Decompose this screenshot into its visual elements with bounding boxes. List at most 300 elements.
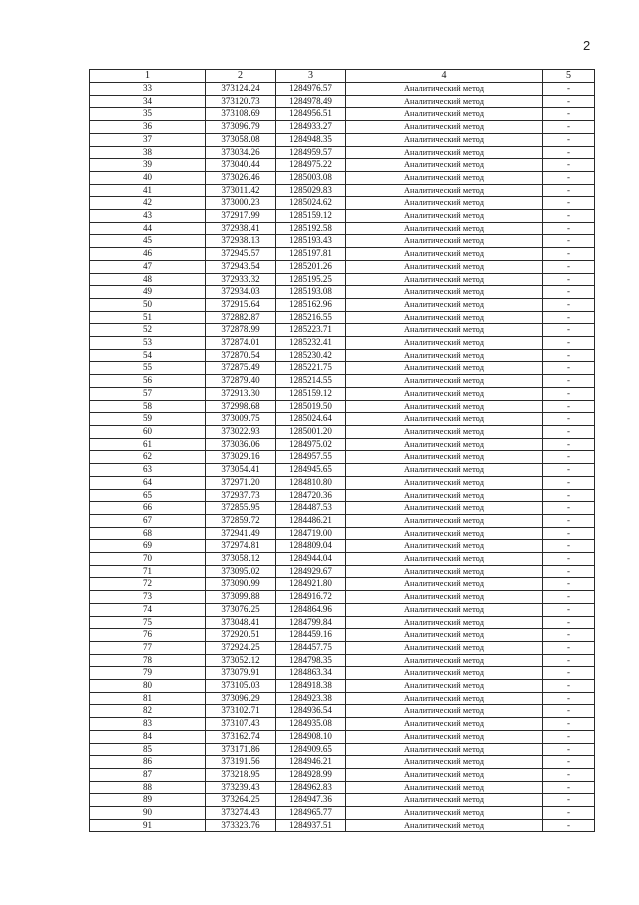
method-cell: Аналитический метод xyxy=(346,159,543,172)
error-cell: - xyxy=(543,591,595,604)
error-cell: - xyxy=(543,298,595,311)
y-coordinate-cell: 1285024.64 xyxy=(276,413,346,426)
point-number-cell: 56 xyxy=(90,375,206,388)
y-coordinate-cell: 1284921.80 xyxy=(276,578,346,591)
x-coordinate-cell: 373058.08 xyxy=(206,133,276,146)
error-cell: - xyxy=(543,235,595,248)
x-coordinate-cell: 373107.43 xyxy=(206,718,276,731)
point-number-cell: 40 xyxy=(90,171,206,184)
table-row xyxy=(90,781,595,794)
x-coordinate-cell: 372971.20 xyxy=(206,476,276,489)
y-coordinate-cell: 1284976.57 xyxy=(276,83,346,96)
table-row xyxy=(90,286,595,299)
table-row xyxy=(90,464,595,477)
table-row xyxy=(90,527,595,540)
y-coordinate-cell: 1284810.80 xyxy=(276,476,346,489)
point-number-cell: 63 xyxy=(90,464,206,477)
y-coordinate-cell: 1284459.16 xyxy=(276,629,346,642)
y-coordinate-cell: 1285197.81 xyxy=(276,248,346,261)
method-cell: Аналитический метод xyxy=(346,807,543,820)
table-row xyxy=(90,235,595,248)
x-coordinate-cell: 373102.71 xyxy=(206,705,276,718)
method-cell: Аналитический метод xyxy=(346,171,543,184)
table-row xyxy=(90,807,595,820)
table-header-row xyxy=(90,70,595,83)
x-coordinate-cell: 373040.44 xyxy=(206,159,276,172)
method-cell: Аналитический метод xyxy=(346,527,543,540)
y-coordinate-cell: 1284909.65 xyxy=(276,743,346,756)
x-coordinate-cell: 373323.76 xyxy=(206,819,276,832)
method-cell: Аналитический метод xyxy=(346,108,543,121)
x-coordinate-cell: 373096.79 xyxy=(206,121,276,134)
error-cell: - xyxy=(543,451,595,464)
y-coordinate-cell: 1284486.21 xyxy=(276,514,346,527)
method-cell: Аналитический метод xyxy=(346,667,543,680)
point-number-cell: 79 xyxy=(90,667,206,680)
method-cell: Аналитический метод xyxy=(346,603,543,616)
point-number-cell: 33 xyxy=(90,83,206,96)
method-cell: Аналитический метод xyxy=(346,781,543,794)
point-number-cell: 87 xyxy=(90,768,206,781)
x-coordinate-cell: 373171.86 xyxy=(206,743,276,756)
x-coordinate-cell: 373105.03 xyxy=(206,680,276,693)
method-cell: Аналитический метод xyxy=(346,95,543,108)
method-cell: Аналитический метод xyxy=(346,540,543,553)
point-number-cell: 55 xyxy=(90,362,206,375)
point-number-cell: 78 xyxy=(90,654,206,667)
y-coordinate-cell: 1285232.41 xyxy=(276,337,346,350)
x-coordinate-cell: 373095.02 xyxy=(206,565,276,578)
point-number-cell: 36 xyxy=(90,121,206,134)
table-row xyxy=(90,654,595,667)
error-cell: - xyxy=(543,464,595,477)
method-cell: Аналитический метод xyxy=(346,337,543,350)
error-cell: - xyxy=(543,438,595,451)
error-cell: - xyxy=(543,286,595,299)
point-number-cell: 53 xyxy=(90,337,206,350)
x-coordinate-cell: 373096.29 xyxy=(206,692,276,705)
point-number-cell: 51 xyxy=(90,311,206,324)
table-row xyxy=(90,362,595,375)
table-row xyxy=(90,489,595,502)
point-number-cell: 60 xyxy=(90,425,206,438)
y-coordinate-cell: 1285201.26 xyxy=(276,260,346,273)
y-coordinate-cell: 1285214.55 xyxy=(276,375,346,388)
method-cell: Аналитический метод xyxy=(346,591,543,604)
method-cell: Аналитический метод xyxy=(346,146,543,159)
method-cell: Аналитический метод xyxy=(346,362,543,375)
table-row xyxy=(90,756,595,769)
y-coordinate-cell: 1285001.20 xyxy=(276,425,346,438)
point-number-cell: 59 xyxy=(90,413,206,426)
table-row xyxy=(90,451,595,464)
error-cell: - xyxy=(543,222,595,235)
x-coordinate-cell: 372878.99 xyxy=(206,324,276,337)
x-coordinate-cell: 373036.06 xyxy=(206,438,276,451)
table-row xyxy=(90,184,595,197)
error-cell: - xyxy=(543,121,595,134)
error-cell: - xyxy=(543,108,595,121)
x-coordinate-cell: 372933.32 xyxy=(206,273,276,286)
error-cell: - xyxy=(543,794,595,807)
x-coordinate-cell: 373274.43 xyxy=(206,807,276,820)
x-coordinate-cell: 373026.46 xyxy=(206,171,276,184)
x-coordinate-cell: 372920.51 xyxy=(206,629,276,642)
method-cell: Аналитический метод xyxy=(346,438,543,451)
point-number-cell: 37 xyxy=(90,133,206,146)
x-coordinate-cell: 372945.57 xyxy=(206,248,276,261)
table-row xyxy=(90,692,595,705)
table-row xyxy=(90,553,595,566)
method-cell: Аналитический метод xyxy=(346,514,543,527)
x-coordinate-cell: 372938.41 xyxy=(206,222,276,235)
table-row xyxy=(90,400,595,413)
method-cell: Аналитический метод xyxy=(346,133,543,146)
error-cell: - xyxy=(543,553,595,566)
table-row xyxy=(90,146,595,159)
table-row xyxy=(90,260,595,273)
method-cell: Аналитический метод xyxy=(346,235,543,248)
method-cell: Аналитический метод xyxy=(346,489,543,502)
x-coordinate-cell: 373011.42 xyxy=(206,184,276,197)
y-coordinate-cell: 1285162.96 xyxy=(276,298,346,311)
point-number-cell: 44 xyxy=(90,222,206,235)
x-coordinate-cell: 372882.87 xyxy=(206,311,276,324)
method-cell: Аналитический метод xyxy=(346,324,543,337)
x-coordinate-cell: 373124.24 xyxy=(206,83,276,96)
method-cell: Аналитический метод xyxy=(346,210,543,223)
y-coordinate-cell: 1284457.75 xyxy=(276,641,346,654)
y-coordinate-cell: 1284929.67 xyxy=(276,565,346,578)
column-header-3: 3 xyxy=(276,70,346,83)
y-coordinate-cell: 1284923.38 xyxy=(276,692,346,705)
x-coordinate-cell: 373108.69 xyxy=(206,108,276,121)
method-cell: Аналитический метод xyxy=(346,375,543,388)
method-cell: Аналитический метод xyxy=(346,730,543,743)
point-number-cell: 35 xyxy=(90,108,206,121)
point-number-cell: 89 xyxy=(90,794,206,807)
x-coordinate-cell: 372875.49 xyxy=(206,362,276,375)
method-cell: Аналитический метод xyxy=(346,197,543,210)
x-coordinate-cell: 372941.49 xyxy=(206,527,276,540)
method-cell: Аналитический метод xyxy=(346,565,543,578)
method-cell: Аналитический метод xyxy=(346,248,543,261)
point-number-cell: 42 xyxy=(90,197,206,210)
point-number-cell: 80 xyxy=(90,680,206,693)
x-coordinate-cell: 373239.43 xyxy=(206,781,276,794)
y-coordinate-cell: 1284956.51 xyxy=(276,108,346,121)
x-coordinate-cell: 373218.95 xyxy=(206,768,276,781)
column-header-2: 2 xyxy=(206,70,276,83)
table-row xyxy=(90,210,595,223)
table-row xyxy=(90,768,595,781)
y-coordinate-cell: 1284965.77 xyxy=(276,807,346,820)
point-number-cell: 50 xyxy=(90,298,206,311)
method-cell: Аналитический метод xyxy=(346,451,543,464)
point-number-cell: 88 xyxy=(90,781,206,794)
method-cell: Аналитический метод xyxy=(346,273,543,286)
point-number-cell: 48 xyxy=(90,273,206,286)
error-cell: - xyxy=(543,527,595,540)
table-row xyxy=(90,591,595,604)
x-coordinate-cell: 373264.25 xyxy=(206,794,276,807)
x-coordinate-cell: 372998.68 xyxy=(206,400,276,413)
table-row xyxy=(90,159,595,172)
y-coordinate-cell: 1285193.43 xyxy=(276,235,346,248)
table-row xyxy=(90,273,595,286)
x-coordinate-cell: 373099.88 xyxy=(206,591,276,604)
method-cell: Аналитический метод xyxy=(346,718,543,731)
method-cell: Аналитический метод xyxy=(346,794,543,807)
point-number-cell: 84 xyxy=(90,730,206,743)
point-number-cell: 57 xyxy=(90,387,206,400)
error-cell: - xyxy=(543,781,595,794)
y-coordinate-cell: 1285024.62 xyxy=(276,197,346,210)
error-cell: - xyxy=(543,159,595,172)
coordinates-table xyxy=(89,69,595,832)
point-number-cell: 72 xyxy=(90,578,206,591)
error-cell: - xyxy=(543,349,595,362)
table-row xyxy=(90,667,595,680)
error-cell: - xyxy=(543,514,595,527)
method-cell: Аналитический метод xyxy=(346,83,543,96)
error-cell: - xyxy=(543,819,595,832)
point-number-cell: 54 xyxy=(90,349,206,362)
point-number-cell: 38 xyxy=(90,146,206,159)
point-number-cell: 71 xyxy=(90,565,206,578)
x-coordinate-cell: 373029.16 xyxy=(206,451,276,464)
y-coordinate-cell: 1285029.83 xyxy=(276,184,346,197)
point-number-cell: 41 xyxy=(90,184,206,197)
point-number-cell: 90 xyxy=(90,807,206,820)
point-number-cell: 62 xyxy=(90,451,206,464)
y-coordinate-cell: 1285159.12 xyxy=(276,210,346,223)
method-cell: Аналитический метод xyxy=(346,222,543,235)
y-coordinate-cell: 1284957.55 xyxy=(276,451,346,464)
x-coordinate-cell: 373079.91 xyxy=(206,667,276,680)
x-coordinate-cell: 372859.72 xyxy=(206,514,276,527)
table-row xyxy=(90,83,595,96)
method-cell: Аналитический метод xyxy=(346,819,543,832)
y-coordinate-cell: 1284944.04 xyxy=(276,553,346,566)
table-row xyxy=(90,171,595,184)
method-cell: Аналитический метод xyxy=(346,121,543,134)
y-coordinate-cell: 1284863.34 xyxy=(276,667,346,680)
point-number-cell: 86 xyxy=(90,756,206,769)
x-coordinate-cell: 373022.93 xyxy=(206,425,276,438)
point-number-cell: 76 xyxy=(90,629,206,642)
method-cell: Аналитический метод xyxy=(346,502,543,515)
table-row xyxy=(90,794,595,807)
table-row xyxy=(90,95,595,108)
y-coordinate-cell: 1285159.12 xyxy=(276,387,346,400)
error-cell: - xyxy=(543,489,595,502)
x-coordinate-cell: 373162.74 xyxy=(206,730,276,743)
method-cell: Аналитический метод xyxy=(346,286,543,299)
method-cell: Аналитический метод xyxy=(346,400,543,413)
table-row xyxy=(90,540,595,553)
point-number-cell: 61 xyxy=(90,438,206,451)
table-row xyxy=(90,375,595,388)
y-coordinate-cell: 1285003.08 xyxy=(276,171,346,184)
error-cell: - xyxy=(543,95,595,108)
x-coordinate-cell: 372943.54 xyxy=(206,260,276,273)
error-cell: - xyxy=(543,248,595,261)
y-coordinate-cell: 1285193.08 xyxy=(276,286,346,299)
error-cell: - xyxy=(543,311,595,324)
error-cell: - xyxy=(543,502,595,515)
table-row xyxy=(90,743,595,756)
point-number-cell: 81 xyxy=(90,692,206,705)
y-coordinate-cell: 1284799.84 xyxy=(276,616,346,629)
method-cell: Аналитический метод xyxy=(346,311,543,324)
point-number-cell: 67 xyxy=(90,514,206,527)
point-number-cell: 73 xyxy=(90,591,206,604)
table-row xyxy=(90,248,595,261)
table-row xyxy=(90,629,595,642)
y-coordinate-cell: 1284719.00 xyxy=(276,527,346,540)
error-cell: - xyxy=(543,730,595,743)
x-coordinate-cell: 372879.40 xyxy=(206,375,276,388)
column-header-5: 5 xyxy=(543,70,595,83)
error-cell: - xyxy=(543,768,595,781)
error-cell: - xyxy=(543,260,595,273)
point-number-cell: 75 xyxy=(90,616,206,629)
method-cell: Аналитический метод xyxy=(346,349,543,362)
y-coordinate-cell: 1284975.02 xyxy=(276,438,346,451)
x-coordinate-cell: 373120.73 xyxy=(206,95,276,108)
y-coordinate-cell: 1284975.22 xyxy=(276,159,346,172)
error-cell: - xyxy=(543,616,595,629)
method-cell: Аналитический метод xyxy=(346,629,543,642)
method-cell: Аналитический метод xyxy=(346,705,543,718)
error-cell: - xyxy=(543,387,595,400)
x-coordinate-cell: 372938.13 xyxy=(206,235,276,248)
table-row xyxy=(90,324,595,337)
point-number-cell: 49 xyxy=(90,286,206,299)
error-cell: - xyxy=(543,324,595,337)
y-coordinate-cell: 1284935.08 xyxy=(276,718,346,731)
error-cell: - xyxy=(543,743,595,756)
y-coordinate-cell: 1284946.21 xyxy=(276,756,346,769)
error-cell: - xyxy=(543,425,595,438)
table-row xyxy=(90,514,595,527)
table-row xyxy=(90,337,595,350)
y-coordinate-cell: 1285019.50 xyxy=(276,400,346,413)
table-row xyxy=(90,680,595,693)
point-number-cell: 47 xyxy=(90,260,206,273)
y-coordinate-cell: 1285195.25 xyxy=(276,273,346,286)
y-coordinate-cell: 1284936.54 xyxy=(276,705,346,718)
method-cell: Аналитический метод xyxy=(346,768,543,781)
error-cell: - xyxy=(543,197,595,210)
error-cell: - xyxy=(543,667,595,680)
method-cell: Аналитический метод xyxy=(346,756,543,769)
error-cell: - xyxy=(543,718,595,731)
y-coordinate-cell: 1284933.27 xyxy=(276,121,346,134)
point-number-cell: 68 xyxy=(90,527,206,540)
method-cell: Аналитический метод xyxy=(346,184,543,197)
table-row xyxy=(90,438,595,451)
table-row xyxy=(90,349,595,362)
point-number-cell: 74 xyxy=(90,603,206,616)
method-cell: Аналитический метод xyxy=(346,476,543,489)
error-cell: - xyxy=(543,400,595,413)
y-coordinate-cell: 1284959.57 xyxy=(276,146,346,159)
error-cell: - xyxy=(543,210,595,223)
error-cell: - xyxy=(543,337,595,350)
y-coordinate-cell: 1284487.53 xyxy=(276,502,346,515)
y-coordinate-cell: 1284928.99 xyxy=(276,768,346,781)
error-cell: - xyxy=(543,476,595,489)
y-coordinate-cell: 1284918.38 xyxy=(276,680,346,693)
error-cell: - xyxy=(543,680,595,693)
table-row xyxy=(90,197,595,210)
y-coordinate-cell: 1284908.10 xyxy=(276,730,346,743)
point-number-cell: 45 xyxy=(90,235,206,248)
point-number-cell: 43 xyxy=(90,210,206,223)
point-number-cell: 83 xyxy=(90,718,206,731)
point-number-cell: 77 xyxy=(90,641,206,654)
point-number-cell: 58 xyxy=(90,400,206,413)
table-row xyxy=(90,425,595,438)
point-number-cell: 91 xyxy=(90,819,206,832)
table-row xyxy=(90,565,595,578)
table-row xyxy=(90,502,595,515)
point-number-cell: 82 xyxy=(90,705,206,718)
method-cell: Аналитический метод xyxy=(346,553,543,566)
error-cell: - xyxy=(543,756,595,769)
error-cell: - xyxy=(543,133,595,146)
error-cell: - xyxy=(543,807,595,820)
error-cell: - xyxy=(543,603,595,616)
x-coordinate-cell: 372934.03 xyxy=(206,286,276,299)
table-row xyxy=(90,108,595,121)
table-row xyxy=(90,133,595,146)
table-row xyxy=(90,222,595,235)
point-number-cell: 65 xyxy=(90,489,206,502)
x-coordinate-cell: 372974.81 xyxy=(206,540,276,553)
x-coordinate-cell: 373052.12 xyxy=(206,654,276,667)
method-cell: Аналитический метод xyxy=(346,464,543,477)
error-cell: - xyxy=(543,654,595,667)
table-row xyxy=(90,705,595,718)
method-cell: Аналитический метод xyxy=(346,743,543,756)
x-coordinate-cell: 372874.01 xyxy=(206,337,276,350)
method-cell: Аналитический метод xyxy=(346,578,543,591)
method-cell: Аналитический метод xyxy=(346,641,543,654)
method-cell: Аналитический метод xyxy=(346,692,543,705)
error-cell: - xyxy=(543,565,595,578)
y-coordinate-cell: 1284864.96 xyxy=(276,603,346,616)
point-number-cell: 70 xyxy=(90,553,206,566)
error-cell: - xyxy=(543,578,595,591)
method-cell: Аналитический метод xyxy=(346,298,543,311)
error-cell: - xyxy=(543,375,595,388)
y-coordinate-cell: 1284962.83 xyxy=(276,781,346,794)
y-coordinate-cell: 1285216.55 xyxy=(276,311,346,324)
y-coordinate-cell: 1284916.72 xyxy=(276,591,346,604)
error-cell: - xyxy=(543,83,595,96)
method-cell: Аналитический метод xyxy=(346,413,543,426)
x-coordinate-cell: 372913.30 xyxy=(206,387,276,400)
table-row xyxy=(90,387,595,400)
x-coordinate-cell: 372870.54 xyxy=(206,349,276,362)
point-number-cell: 34 xyxy=(90,95,206,108)
table-row xyxy=(90,603,595,616)
point-number-cell: 85 xyxy=(90,743,206,756)
table-row xyxy=(90,730,595,743)
